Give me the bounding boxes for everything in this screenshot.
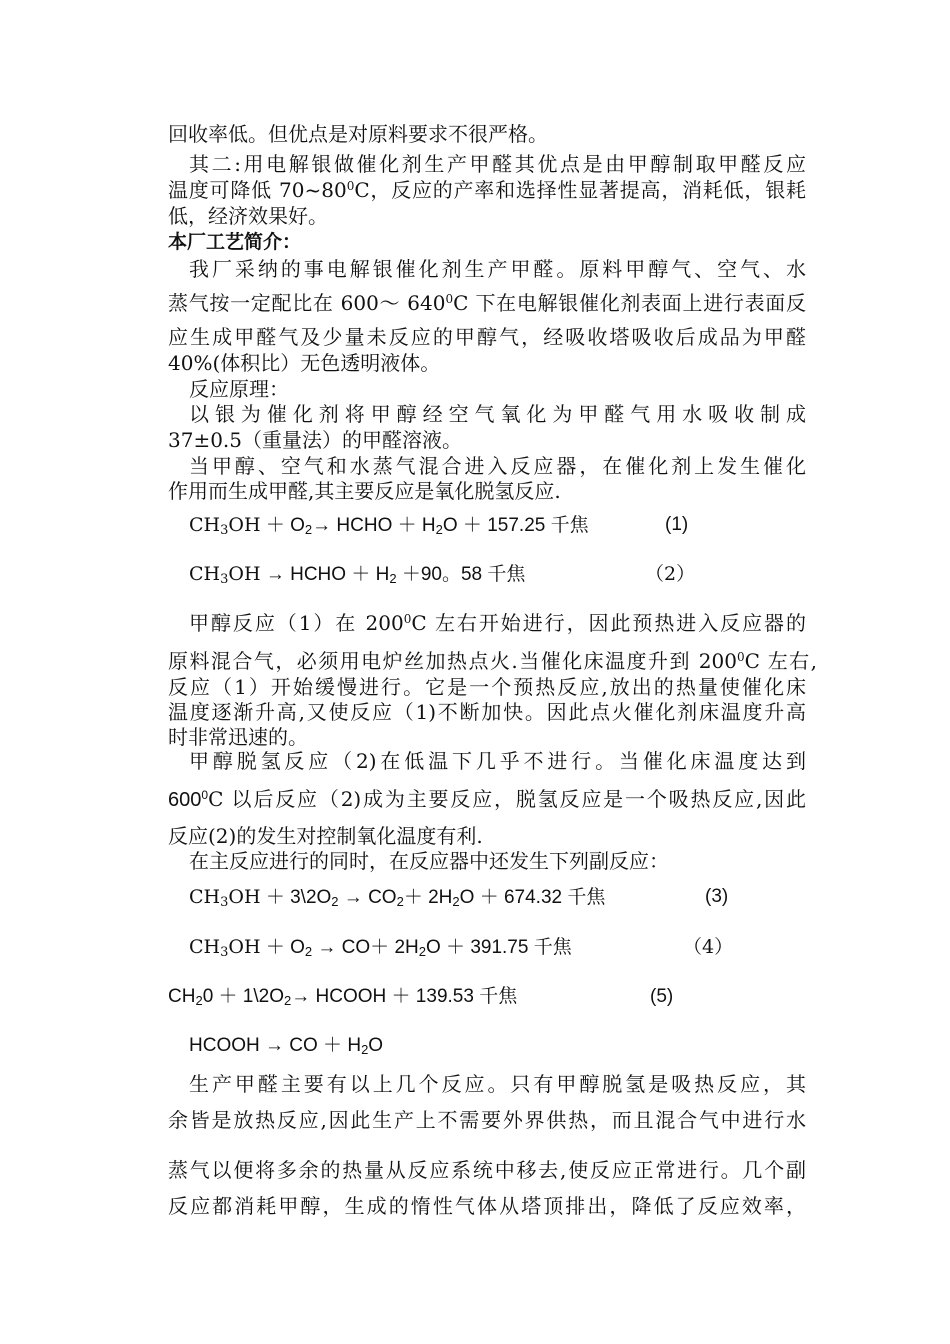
text-line: 原料混合气，必须用电炉丝加热点火.当催化床温度升到 $200^0C$ 左右,	[168, 649, 817, 673]
equation-number: （2）	[645, 563, 696, 585]
text-line: 甲醇脱氢反应（2)在低温下几乎不进行。当催化床温度达到	[189, 749, 806, 773]
text-line: 反应（1）开始缓慢进行。它是一个预热反应,放出的热量使催化床	[168, 675, 806, 699]
text-line: $600^0C$ 以后反应（2)成为主要反应，脱氢反应是一个吸热反应,因此	[168, 787, 806, 811]
equation-number: （4）	[683, 936, 734, 958]
text-line: 时非常迅速的。	[168, 725, 308, 749]
equation-number: (3)	[705, 886, 729, 907]
equation: $CH_3OH + O_2\to$ HCHO ＋ $H_2O + 157.25$ 千焦	[189, 514, 589, 538]
text-line: 蒸气按一定配比在 600～ $640^0C$ 下在电解银催化剂表面上进行表面反	[168, 291, 806, 315]
text-line: 反应原理：	[189, 377, 289, 401]
equation: HCOOH → CO ＋ $H_2O$	[189, 1035, 384, 1057]
text-line: 反应(2)的发生对控制氧化温度有利.	[168, 824, 483, 848]
text-line: 低，经济效果好。	[168, 204, 328, 228]
text-line: 余皆是放热反应,因此生产上不需要外界供热，而且混合气中进行水	[168, 1108, 806, 1132]
equation: $CH_20$ ＋ $1\backslash 2O_2\to$ HCOOH ＋ 139.53 千焦	[168, 986, 518, 1008]
equation: $CH_3OH + O_2 \to CO+ 2H_2O + 391.75$ 千焦	[189, 936, 572, 960]
section-heading: 本厂工艺简介：	[168, 231, 302, 253]
text-line: 温度逐渐升高,又使反应（1)不断加快。因此点火催化剂床温度升高	[168, 700, 806, 724]
text-line: 以银为催化剂将甲醇经空气氧化为甲醛气用水吸收制成	[189, 402, 806, 426]
text-line: 甲醇反应（1）在 $200^0C$ 左右开始进行，因此预热进入反应器的	[189, 611, 806, 635]
equation: $CH_3OH$ → HCHO ＋ $H_2 +90$。58 千焦	[189, 563, 526, 587]
text-line: 反应都消耗甲醇，生成的惰性气体从塔顶排出，降低了反应效率，	[168, 1194, 806, 1218]
equation-number: (1)	[665, 514, 689, 535]
text-line: 温度可降低 $70\sim 80^0C$，反应的产率和选择性显著提高，消耗低，银耗	[168, 178, 806, 202]
equation: $CH_3OH$ ＋ $3\backslash 2O_2 \to CO_2+ 2H_2O + 674.32$ 千焦	[189, 886, 606, 910]
text-line: 应生成甲醛气及少量未反应的甲醇气，经吸收塔吸收后成品为甲醛	[168, 325, 806, 349]
text-line: 生产甲醛主要有以上几个反应。只有甲醇脱氢是吸热反应，其	[189, 1072, 806, 1096]
equation-number: (5)	[650, 986, 674, 1007]
text-line: 回收率低。但优点是对原料要求不很严格。	[168, 122, 548, 146]
text-line: 当甲醇、空气和水蒸气混合进入反应器，在催化剂上发生催化	[189, 454, 806, 478]
text-line: 我厂采纳的事电解银催化剂生产甲醛。原料甲醇气、空气、水	[189, 257, 806, 281]
text-line: 其二:用电解银做催化剂生产甲醛其优点是由甲醇制取甲醛反应	[189, 152, 806, 176]
text-line: 37±0.5（重量法）的甲醛溶液。	[168, 428, 463, 452]
text-line: 蒸气以便将多余的热量从反应系统中移去,使反应正常进行。几个副	[168, 1158, 806, 1182]
text-line: 40%(体积比）无色透明液体。	[168, 351, 441, 375]
text-line: 作用而生成甲醛,其主要反应是氧化脱氢反应.	[168, 479, 561, 503]
text-line: 在主反应进行的同时，在反应器中还发生下列副反应：	[189, 849, 669, 873]
